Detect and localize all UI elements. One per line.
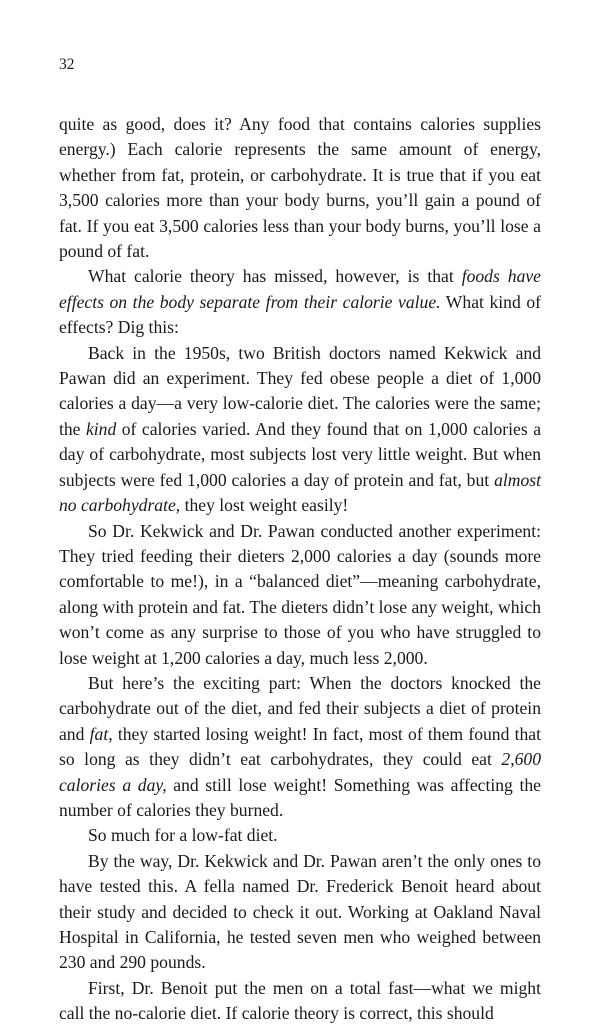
italic-text: kind — [85, 418, 117, 439]
text-run: Back in the 1950s, two British doctors named Kekwick and Pawan did an experiment. They fed obese people a diet of 1,000 calories a day—a very low-calorie diet. The calories were the same; the — [59, 342, 541, 439]
text-run: What kind of effects? Dig this: — [59, 291, 541, 338]
page-number: 32 — [59, 56, 75, 73]
paragraph — [59, 849, 541, 976]
italic-text: fat, — [89, 723, 113, 744]
text-run: So much for a low-fat diet. — [88, 825, 278, 846]
body-text — [59, 112, 541, 1027]
text-run: What calorie theory has missed, however, is that — [88, 266, 462, 287]
paragraph — [59, 519, 541, 671]
text-run: First, Dr. Benoit put the men on a total fast—what we might call the no-calorie diet. If calorie theory is correct, this should — [59, 977, 541, 1024]
text-run: By the way, Dr. Kekwick and Dr. Pawan aren’t the only ones to have tested this. A fella named Dr. Frederick Benoit heard about their study and decided to check it out. Working at Oakland Naval Hospital in California, he tested seven men who weighed between 230 and 290 pounds. — [59, 850, 541, 973]
paragraph — [59, 671, 541, 823]
text-run: and still lose weight! Something was affecting the number of calories they burned. — [59, 774, 541, 820]
italic-text: almost no carbohydrate, — [59, 469, 541, 516]
text-run: they lost weight easily! — [180, 495, 349, 516]
paragraph — [59, 341, 541, 519]
text-run: But here’s the exciting part: When the doctors knocked the carbohydrate out of the diet, and fed their subjects a diet of protein and — [59, 672, 541, 744]
text-run: quite as good, does it? Any food that contains calories supplies energy.) Each calorie represents the same amount of energy, whether from fat, protein, or carbohydrate. It is true that if you eat 3,500 calories more than your body burns, you’ll gain a pound of fat. If you eat 3,500 calories less than your body burns, you’ll lose a pound of fat. — [59, 114, 541, 262]
text-run: of calories varied. And they found that on 1,000 calories a day of carbohydrate, most subjects lost very little weight. But when subjects were fed 1,000 calories a day of protein and fat, but — [59, 418, 541, 490]
text-run: So Dr. Kekwick and Dr. Pawan conducted another experiment: They tried feeding their dieters 2,000 calories a day (sounds more comfortable to me!), in a “balanced diet”—meaning carbohydrate, along with protein and fat. The dieters didn’t lose any weight, which won’t come as any surprise to those of you who have struggled to lose weight at 1,200 calories a day, much less 2,000. — [59, 520, 541, 668]
italic-text: foods have effects on the body separate from their calorie value. — [59, 266, 541, 312]
paragraph — [59, 264, 541, 340]
paragraph — [59, 976, 541, 1027]
paragraph — [59, 823, 541, 848]
italic-text: 2,600 calories a day, — [59, 749, 541, 795]
paragraph — [59, 112, 541, 264]
text-run: they started losing weight! In fact, most of them found that so long as they didn’t eat carbohydrates, they could eat — [59, 723, 541, 770]
